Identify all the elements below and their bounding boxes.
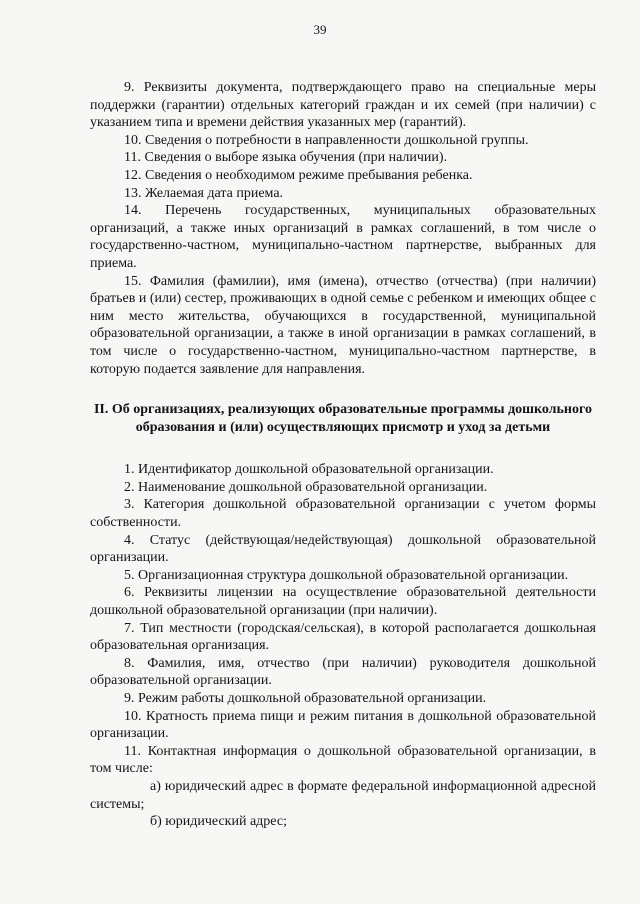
list-item: 5. Организационная структура дошкольной образовательной организации.: [124, 567, 569, 583]
list-item: 13. Желаемая дата приема.: [124, 185, 284, 201]
list-item: 10. Сведения о потребности в направленности дошкольной группы.: [124, 132, 529, 148]
list-item: 1. Идентификатор дошкольной образовательной организации.: [124, 462, 494, 478]
list-item: 14. Перечень государственных, муниципальных образовательных организаций, а также иных организаций в рамках соглашений, в том числе о государственно-частном, муниципально-частном партнерстве, выбранных для приема.: [90, 203, 596, 271]
list-item: 2. Наименование дошкольной образовательной организации.: [124, 479, 488, 495]
list-item: 6. Реквизиты лицензии на осуществление образовательной деятельности дошкольной образовательной организации (при наличии).: [90, 585, 596, 619]
list-item: 11. Контактная информация о дошкольной образовательной организации, в том числе:: [90, 743, 596, 777]
list-item: 11. Сведения о выборе языка обучения (при наличии).: [124, 150, 448, 166]
sub-list-item: б) юридический адрес;: [150, 814, 287, 830]
page-number: 39: [313, 22, 327, 37]
list-item: 12. Сведения о необходимом режиме пребывания ребенка.: [124, 167, 473, 183]
document-body: [90, 79, 596, 831]
list-item: 7. Тип местности (городская/сельская), в которой располагается дошкольная образовательная организация.: [90, 620, 596, 654]
list-item: 9. Режим работы дошкольной образовательной организации.: [124, 691, 487, 706]
list-item: 8. Фамилия, имя, отчество (при наличии) руководителя дошкольной образовательной организации.: [90, 655, 596, 689]
list-item: 4. Статус (действующая/недействующая) дошкольной образовательной организации.: [90, 532, 596, 566]
list-item: 9. Реквизиты документа, подтверждающего право на специальные меры поддержки (гарантии) отдельных категорий граждан и их семей (при наличии) с указанием типа и времени действия указанных мер (гарантий).: [90, 80, 596, 131]
sub-list-item: а) юридический адрес в формате федеральной информационной адресной системы;: [90, 778, 596, 812]
list-item: 10. Кратность приема пищи и режим питания в дошкольной образовательной организации.: [90, 708, 596, 742]
list-item: 15. Фамилия (фамилии), имя (имена), отчество (отчества) (при наличии) братьев и (или) сестер, проживающих в одной семье с ребенком и имеющих общее с ним место жительства, обучающихся в государственной, муниципальной образовательной организации, а также в иной организации в рамках соглашений, в том числе о государственно-частном, муниципально-частном партнерстве, в которую подается заявление для направления.: [90, 273, 596, 377]
section-title: II. Об организациях, реализующих образовательные программы дошкольного образования и (или) осуществляющих присмотр и уход за детьми: [93, 402, 593, 435]
list-item: 3. Категория дошкольной образовательной организации с учетом формы собственности.: [90, 497, 596, 531]
